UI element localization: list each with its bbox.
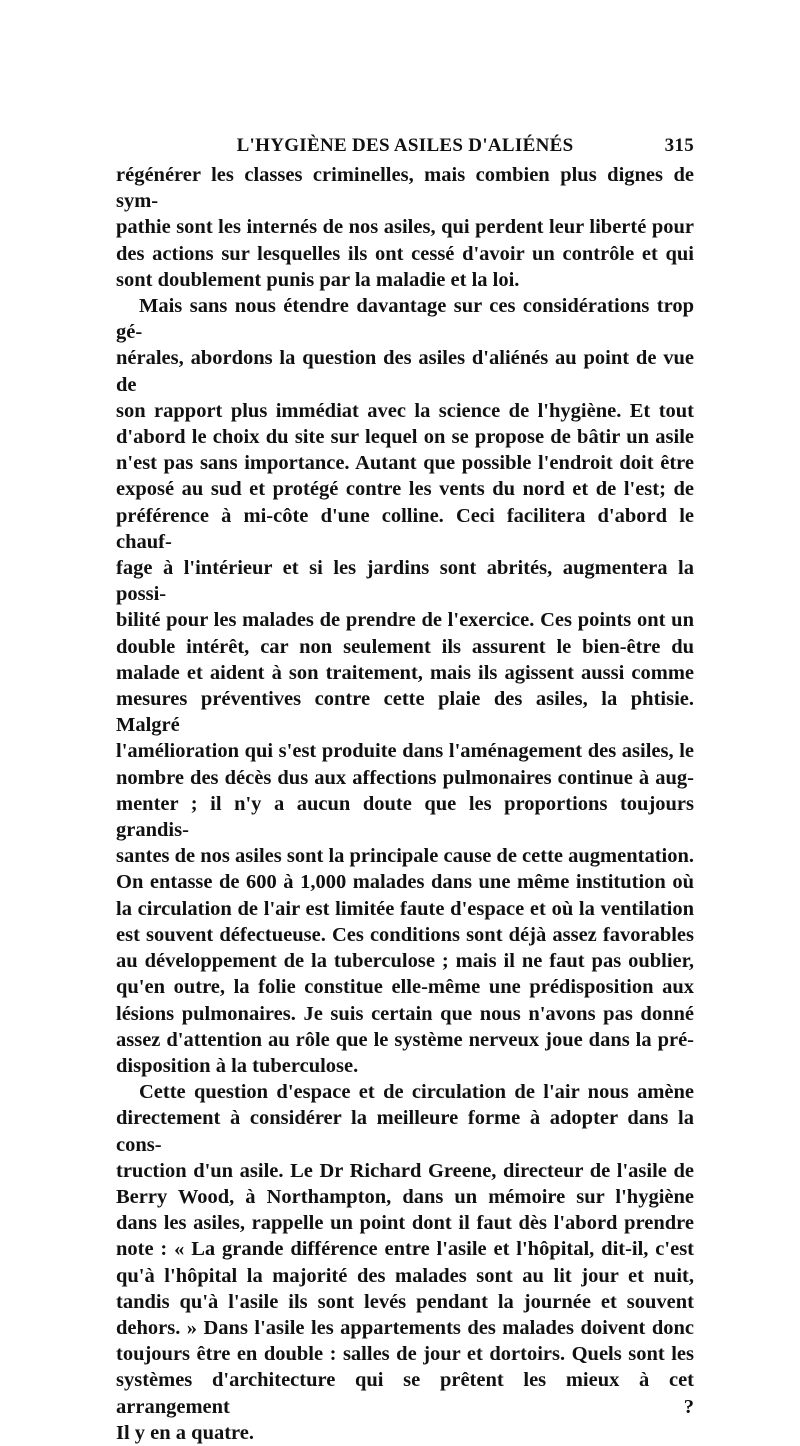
text-line: exposé au sud et protégé contre les vents du nord et de l'est; de [116, 478, 694, 501]
text-line: dehors. » Dans l'asile les appartements des malades doivent donc [116, 1316, 694, 1339]
text-line: santes de nos asiles sont la principale cause de cette augmentation. [116, 845, 694, 868]
text-line: sont doublement punis par la maladie et la loi. [116, 268, 520, 291]
paragraph-3 [116, 1079, 694, 1446]
text-line: au développement de la tuberculose ; mais il ne faut pas oublier, [116, 950, 694, 973]
text-line: disposition à la tuberculose. [116, 1054, 359, 1077]
text-line: Il y en a quatre. [116, 1421, 255, 1444]
text-line: double intérêt, car non seulement ils assurent le bien-être du [116, 635, 694, 658]
text-line: truction d'un asile. Le Dr Richard Greene, directeur de l'asile de [116, 1159, 694, 1182]
text-line: fage à l'intérieur et si les jardins sont abrités, augmentera la possi- [116, 557, 694, 606]
text-line: est souvent défectueuse. Ces conditions sont déjà assez favorables [116, 923, 694, 946]
text-line: son rapport plus immédiat avec la science de l'hygiène. Et tout [116, 399, 694, 422]
text-line: systèmes d'architecture qui se prêtent les mieux à cet arrangement ? [116, 1369, 694, 1418]
text-line: Mais sans nous étendre davantage sur ces considérations trop gé- [116, 295, 694, 344]
text-line: n'est pas sans importance. Autant que possible l'endroit doit être [116, 452, 694, 475]
text-line: Cette question d'espace et de circulation de l'air nous amène [139, 1081, 694, 1104]
text-line: lésions pulmonaires. Je suis certain que nous n'avons pas donné [116, 1002, 694, 1025]
text-line: malade et aident à son traitement, mais ils agissent aussi comme [116, 661, 694, 684]
text-line: note : « La grande différence entre l'asile et l'hôpital, dit-il, c'est [116, 1238, 694, 1261]
running-title: L'HYGIÈNE DES ASILES D'ALIÉNÉS [236, 135, 574, 156]
text-line: préférence à mi-côte d'une colline. Ceci facilitera d'abord le chauf- [116, 504, 694, 553]
text-line: nérales, abordons la question des asiles d'aliénés au point de vue de [116, 347, 694, 396]
text-line: pathie sont les internés de nos asiles, qui perdent leur liberté pour [116, 216, 694, 239]
paragraph-2 [116, 293, 694, 1079]
book-page [116, 128, 694, 1446]
running-header [116, 128, 694, 162]
text-line: mesures préventives contre cette plaie des asiles, la phtisie. Malgré [116, 688, 694, 737]
text-line: dans les asiles, rappelle un point dont il faut dès l'abord prendre [116, 1212, 694, 1235]
page-body [116, 162, 694, 1446]
text-line: bilité pour les malades de prendre de l'exercice. Ces points ont un [116, 609, 694, 632]
text-line: directement à considérer la meilleure forme à adopter dans la cons- [116, 1107, 694, 1156]
text-line: l'amélioration qui s'est produite dans l'aménagement des asiles, le [116, 740, 694, 763]
text-line: d'abord le choix du site sur lequel on se propose de bâtir un asile [116, 426, 694, 449]
text-line: On entasse de 600 à 1,000 malades dans une même institution où [116, 871, 694, 894]
text-line: assez d'attention au rôle que le système nerveux joue dans la pré- [116, 1028, 694, 1051]
text-line: Berry Wood, à Northampton, dans un mémoire sur l'hygiène [116, 1185, 694, 1208]
paragraph-1 [116, 162, 694, 293]
text-line: qu'en outre, la folie constitue elle-même une prédisposition aux [116, 976, 694, 999]
text-line: qu'à l'hôpital la majorité des malades sont au lit jour et nuit, [116, 1264, 694, 1287]
text-line: des actions sur lesquelles ils ont cessé d'avoir un contrôle et qui [116, 242, 694, 265]
text-line: toujours être en double : salles de jour et dortoirs. Quels sont les [116, 1343, 694, 1366]
text-line: régénérer les classes criminelles, mais combien plus dignes de sym- [116, 164, 694, 213]
text-line: menter ; il n'y a aucun doute que les proportions toujours grandis- [116, 792, 694, 842]
page-number: 315 [664, 135, 694, 156]
text-line: tandis qu'à l'asile ils sont levés pendant la journée et souvent [116, 1290, 694, 1313]
text-line: la circulation de l'air est limitée faute d'espace et où la ventilation [116, 897, 694, 920]
text-line: nombre des décès dus aux affections pulmonaires continue à aug- [116, 766, 694, 789]
